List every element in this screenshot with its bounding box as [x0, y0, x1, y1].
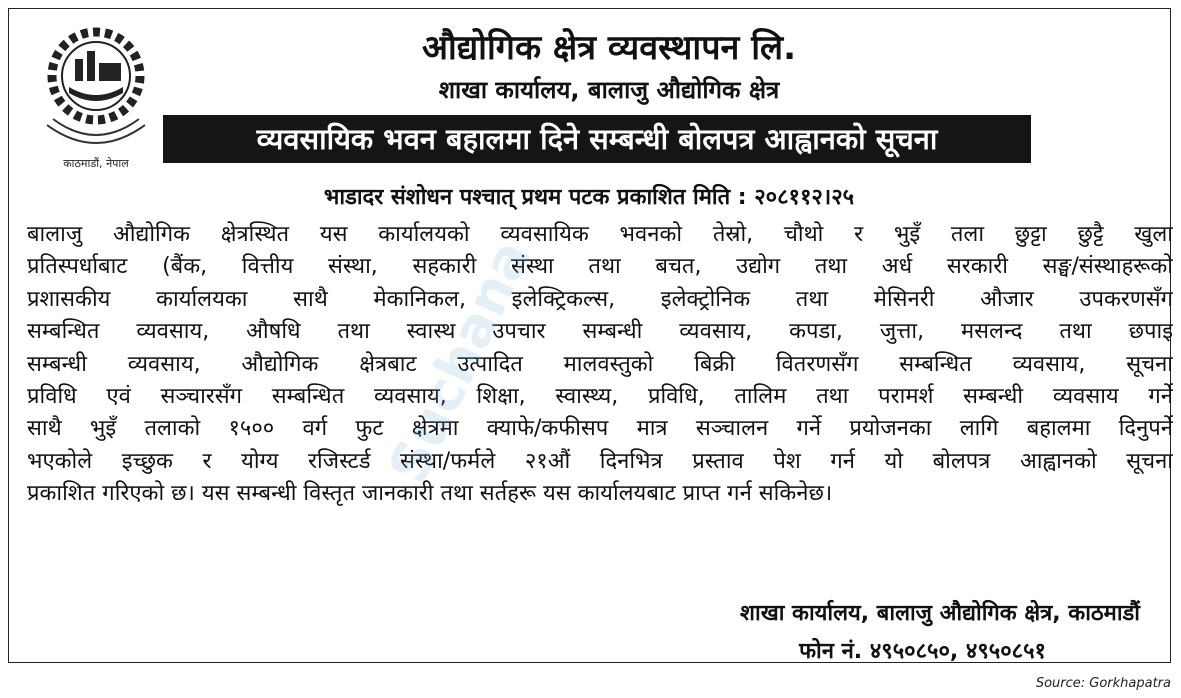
body-line: सम्बन्धित व्यवसाय, औषधि तथा स्वास्थ उपचार सम्बन्धी व्यवसाय, कपडा, जुत्ता, मसलन्द तथा छपाइ: [27, 319, 1173, 345]
notice-body: [27, 219, 1173, 511]
signature-office: शाखा कार्यालय, बालाजु औद्योगिक क्षेत्र, काठमाडौं: [740, 601, 1140, 626]
body-line: प्रतिस्पर्धाबाट (बैंक, वित्तीय संस्था, सहकारी संस्था तथा बचत, उद्योग तथा अर्ध सरकारी सङ्घ/संस्थाहरूको: [27, 254, 1173, 280]
notice-frame: [8, 8, 1171, 663]
svg-text:काठमाडौं, नेपाल: काठमाडौं, नेपाल: [63, 157, 129, 170]
body-line: सम्बन्धी व्यवसाय, औद्योगिक क्षेत्रबाट उत्पादित मालवस्तुको बिक्री वितरणसँग सम्बन्धित व्यवसाय, सूचना: [27, 351, 1173, 377]
contact-phone: फोन नं. ४९५०८५०, ४९५०८५१: [799, 639, 1046, 664]
branch-office-name: शाखा कार्यालय, बालाजु औद्योगिक क्षेत्र: [438, 76, 780, 104]
body-line: भएकोले इच्छुक र योग्य रजिस्टर्ड संस्था/फर्मले २१औं दिनभित्र प्रस्ताव पेश गर्न यो बोलपत्र आह्वानको सूचना: [27, 448, 1173, 474]
source-credit: Source: Gorkhapatra: [1035, 676, 1171, 691]
organization-name: औद्योगिक क्षेत्र व्यवस्थापन लि.: [421, 28, 796, 68]
organization-logo: [31, 21, 161, 171]
body-line: साथै भुइँ तलाको १५०० वर्ग फुट क्षेत्रमा क्याफे/कफीसप मात्र सञ्चालन गर्ने प्रयोजनका लागि बहालमा दिनुपर्ने: [27, 416, 1173, 442]
notice-title: व्यवसायिक भवन बहालमा दिने सम्बन्धी बोलपत्र आह्वानको सूचना: [163, 115, 1031, 163]
body-line: प्रकाशित गरिएको छ। यस सम्बन्धी विस्तृत जानकारी तथा सर्तहरू यस कार्यालयबाट प्राप्त गर्न सकिनेछ।: [27, 481, 833, 507]
body-line: प्रशासकीय कार्यालयका साथै मेकानिकल, इलेक्ट्रिकल्स, इलेक्ट्रोनिक तथा मेसिनरी औजार उपकरणसँग: [27, 286, 1173, 312]
watermark: Suchana: [376, 230, 543, 493]
gear-emblem-icon: [31, 21, 161, 171]
published-date-line: भाडादर संशोधन पश्चात् प्रथम पटक प्रकाशित मिति : २०८११२।२५: [323, 185, 855, 210]
body-line: बालाजु औद्योगिक क्षेत्रस्थित यस कार्यालयको व्यवसायिक भवनको तेस्रो, चौथो र भुइँ तला छुट्टा छुट्टै खुला: [27, 222, 1173, 247]
body-line: प्रविधि एवं सञ्चारसँग सम्बन्धित व्यवसाय, शिक्षा, स्वास्थ्य, प्रविधि, तालिम तथा परामर्श सम्बन्धी व्यवसाय गर्ने: [27, 384, 1173, 410]
